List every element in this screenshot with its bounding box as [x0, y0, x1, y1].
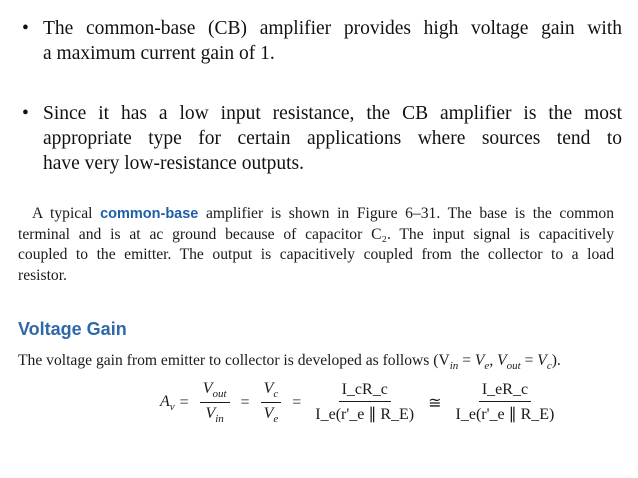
- equals-sign: =: [179, 393, 189, 411]
- fraction-ierc: [453, 381, 558, 424]
- bullet-line: Since it has a low input resistance, the CB amplifier is the most: [43, 103, 622, 124]
- para-line: coupled to the emitter. The output is capacitively coupled from the collector to a load: [18, 246, 614, 263]
- para-line: terminal and is at ac ground because of capacitor C₂. The input signal is capacitively: [18, 225, 614, 243]
- bullet-symbol: •: [22, 18, 29, 39]
- bullet-line: have very low-resistance outputs.: [43, 153, 305, 174]
- fraction-vout-vin: $\frac{V_{out}}{V_{in}}$: [200, 380, 230, 425]
- fraction-numerator: I_eR_c: [479, 381, 531, 402]
- bullet-text: [43, 16, 622, 66]
- para-text: A typical: [32, 205, 101, 222]
- keyword-common-base: common-base: [100, 206, 199, 222]
- voltage-gain-formula: [160, 380, 563, 425]
- fraction-denominator: I_e(r'_e ∥ R_E): [455, 406, 555, 424]
- formula-lhs: $A_v$: [160, 392, 175, 413]
- bullet-symbol: •: [22, 103, 29, 124]
- bullet-line: appropriate type for certain applications where sources tend to: [43, 128, 622, 149]
- equals-sign: =: [292, 393, 302, 411]
- fraction-vc-ve: $\frac{V_c}{V_e}$: [261, 380, 282, 425]
- bullet-line: The common-base (CB) amplifier provides high voltage gain with: [43, 18, 622, 39]
- fraction-denominator: I_e(r'_e ∥ R_E): [315, 406, 415, 424]
- bullet-line: a maximum current gain of 1.: [43, 43, 275, 64]
- fraction-icrc: [312, 381, 417, 424]
- bullet-cb-gain: [22, 16, 622, 66]
- fraction-numerator: I_cR_c: [339, 381, 391, 402]
- textbook-paragraph: [18, 204, 614, 286]
- bullet-text: [43, 101, 622, 176]
- para-line: [18, 204, 614, 225]
- gain-text: The voltage gain from emitter to collector is developed as follows (V: [18, 352, 450, 369]
- para-text: amplifier is shown in Figure 6–31. The base is the common: [198, 205, 614, 222]
- para-line: resistor.: [18, 266, 67, 284]
- equals-sign: =: [240, 393, 250, 411]
- gain-description: The voltage gain from emitter to collector is developed as follows ($V_{in} = V_e$, $V_{out} = V_c$).: [18, 352, 561, 373]
- bullet-low-input-resistance: [22, 101, 622, 176]
- approx-sign: ≅: [428, 394, 442, 412]
- section-heading: Voltage Gain: [18, 319, 127, 339]
